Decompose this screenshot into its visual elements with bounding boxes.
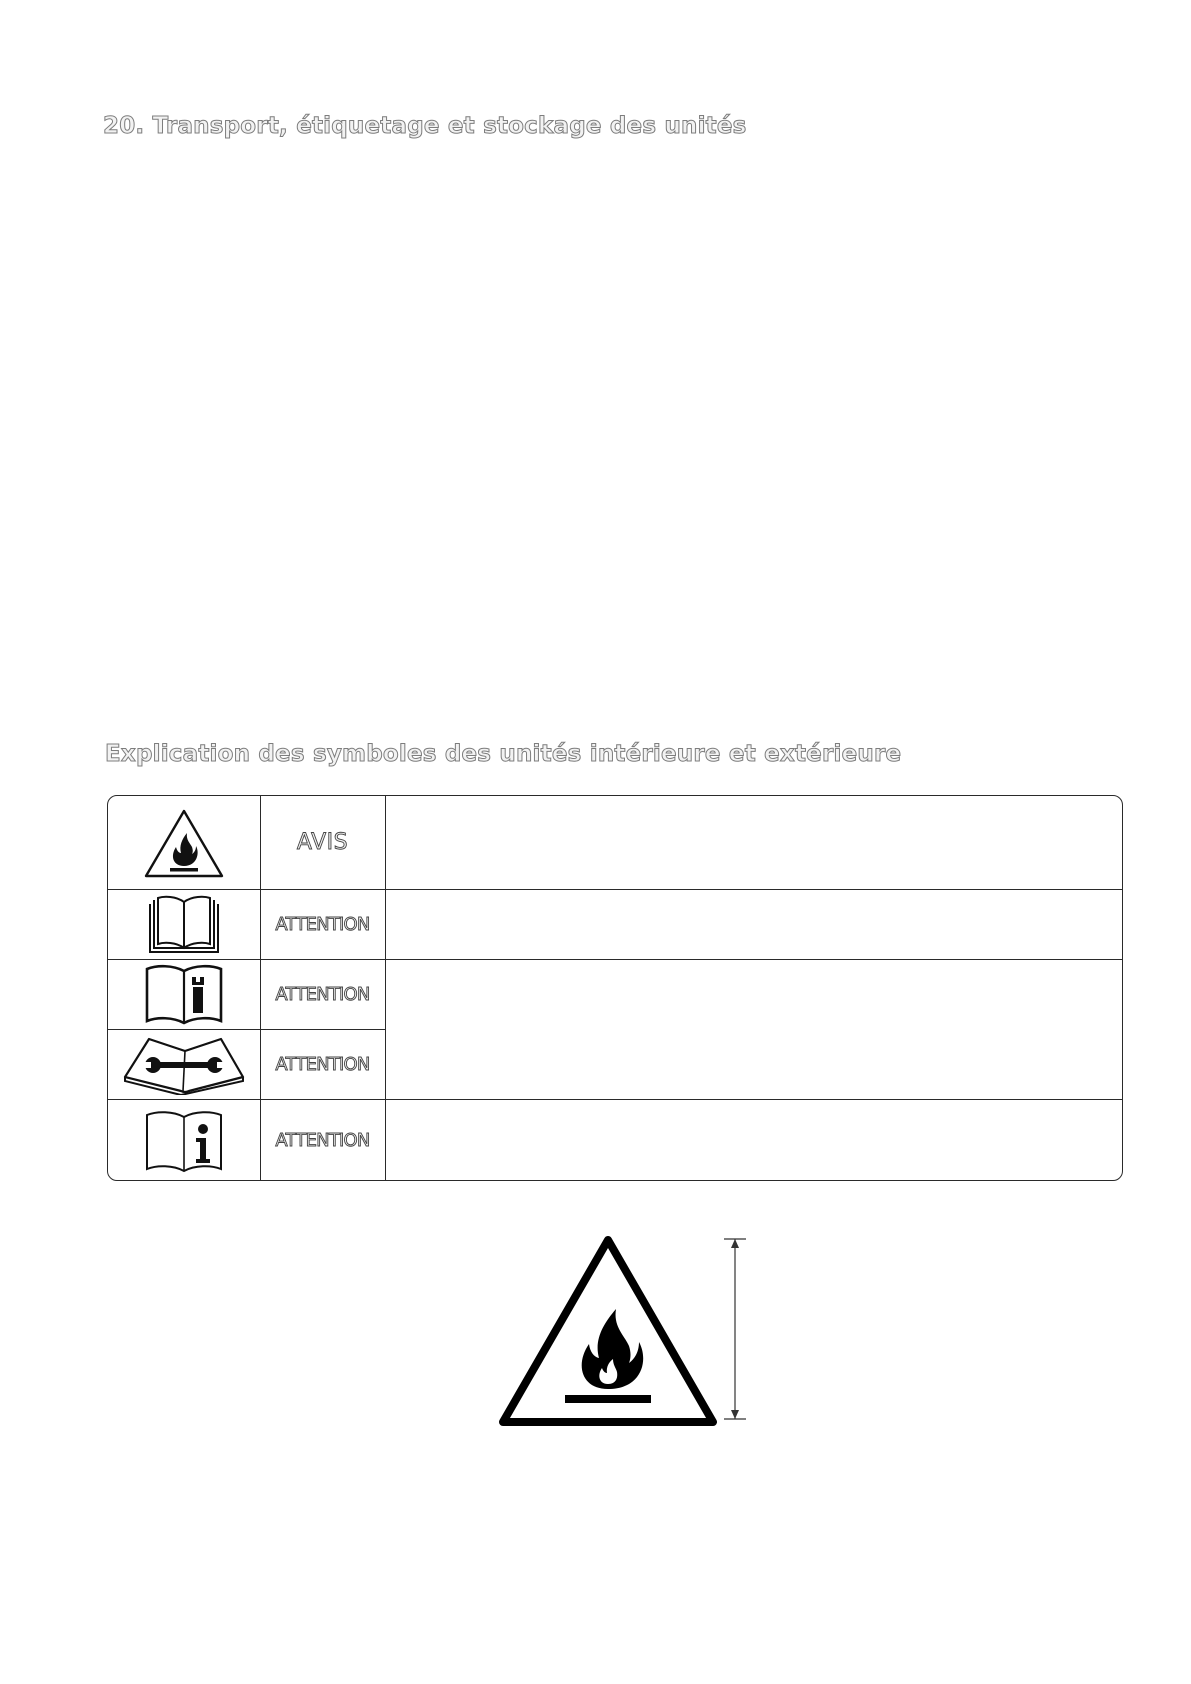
dimension-arrow (720, 1236, 750, 1426)
symbol-label: ATTENTION (275, 1130, 370, 1151)
read-manual-icon (108, 889, 260, 959)
large-flammable-warning-icon (495, 1232, 721, 1436)
symbol-label: AVIS (296, 830, 349, 855)
service-manual-icon (108, 1029, 260, 1099)
symbol-description (385, 796, 1122, 889)
symbol-description (385, 1099, 1122, 1182)
information-manual-icon (108, 1099, 260, 1182)
symbol-label: ATTENTION (275, 913, 370, 935)
symbols-table (107, 795, 1123, 1181)
symbol-description (385, 1029, 1122, 1099)
symbol-description (385, 889, 1122, 959)
operator-manual-icon (108, 959, 260, 1029)
flammable-warning-icon (108, 796, 260, 889)
symbol-label: ATTENTION (275, 1053, 370, 1075)
symbol-label: ATTENTION (275, 983, 370, 1005)
section-title: 20. Transport, étiquetage et stockage des unités (103, 113, 747, 139)
symbols-title: Explication des symboles des unités intérieure et extérieure (105, 741, 902, 767)
